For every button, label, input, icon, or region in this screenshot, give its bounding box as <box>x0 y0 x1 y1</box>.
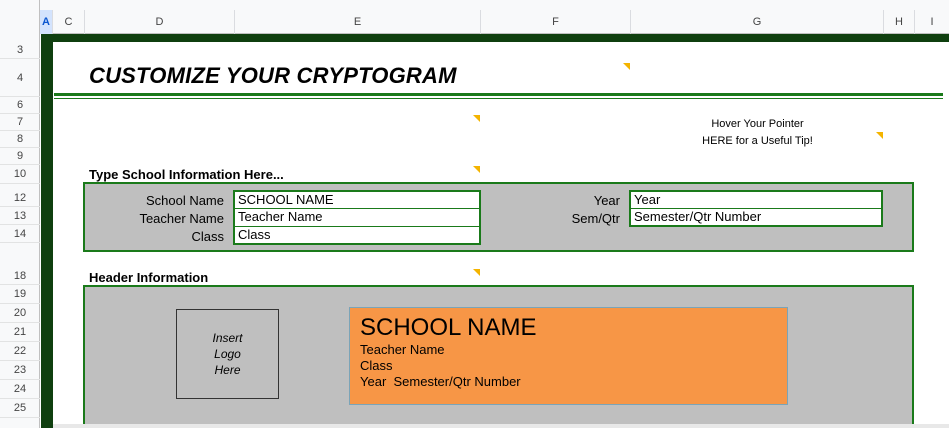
title-divider <box>54 93 943 96</box>
tip-line-1: Hover Your Pointer <box>711 118 804 130</box>
row-header[interactable]: 13 <box>0 207 40 225</box>
row-header[interactable]: 6 <box>0 97 40 114</box>
row-header[interactable]: 7 <box>0 114 40 131</box>
row-header[interactable]: 12 <box>0 189 40 207</box>
logo-text-line: Here <box>214 363 241 377</box>
column-header-f[interactable]: F <box>481 10 631 34</box>
class-label: Class <box>191 229 224 244</box>
logo-text-line: Logo <box>214 347 241 361</box>
row-header-bar <box>0 34 40 428</box>
title-divider-thin <box>54 98 943 99</box>
header-section-label: Header Information <box>89 270 209 285</box>
row-header[interactable]: 18 <box>0 267 40 285</box>
logo-text-line: Insert <box>212 331 243 345</box>
year-label: Year <box>593 193 620 208</box>
horizontal-scrollbar[interactable] <box>53 424 949 428</box>
semqtr-label: Sem/Qtr <box>571 211 620 226</box>
semqtr-field[interactable]: Semester/Qtr Number <box>629 208 883 227</box>
row-header[interactable]: 19 <box>0 285 40 304</box>
row-header[interactable]: 25 <box>0 399 40 418</box>
column-header-i[interactable]: I <box>930 16 934 28</box>
class-field[interactable]: Class <box>233 226 481 245</box>
row-header[interactable]: 22 <box>0 342 40 361</box>
select-all-corner[interactable] <box>0 0 40 34</box>
row-header[interactable]: 9 <box>0 148 40 165</box>
teacher-name-label: Teacher Name <box>139 211 224 226</box>
row-header[interactable]: 10 <box>0 165 40 184</box>
column-header-e[interactable]: E <box>235 10 481 34</box>
row-header[interactable]: 20 <box>0 304 40 323</box>
school-section-label: Type School Information Here... <box>89 167 284 182</box>
column-header-h[interactable]: H <box>884 10 915 34</box>
school-name-label: School Name <box>145 193 224 208</box>
comment-marker-icon[interactable] <box>473 269 480 276</box>
column-header-g[interactable]: G <box>631 10 884 34</box>
header-preview-box <box>349 307 788 405</box>
row-header[interactable]: 4 <box>0 59 40 97</box>
comment-marker-icon[interactable] <box>876 132 883 139</box>
teacher-name-field[interactable]: Teacher Name <box>233 208 481 228</box>
row-header[interactable]: 24 <box>0 380 40 399</box>
row-header[interactable]: 14 <box>0 225 40 243</box>
logo-placeholder[interactable] <box>176 309 279 399</box>
comment-marker-icon[interactable] <box>473 166 480 173</box>
page-title: CUSTOMIZE YOUR CRYPTOGRAM <box>89 63 457 88</box>
preview-year-semester: Year Semester/Qtr Number <box>360 374 521 389</box>
school-name-field[interactable]: SCHOOL NAME <box>233 190 481 210</box>
preview-school-name: SCHOOL NAME <box>360 314 537 341</box>
row-header[interactable]: 3 <box>0 42 40 59</box>
frozen-column-bar <box>41 34 53 428</box>
column-header-d[interactable]: D <box>85 10 235 34</box>
preview-class: Class <box>360 358 393 373</box>
hover-tip-cell[interactable] <box>690 116 825 150</box>
comment-marker-icon[interactable] <box>623 63 630 70</box>
column-header-bar <box>0 0 949 34</box>
preview-teacher-name: Teacher Name <box>360 342 445 357</box>
row-header[interactable]: 8 <box>0 131 40 148</box>
column-header-c[interactable]: C <box>53 10 85 34</box>
year-field[interactable]: Year <box>629 190 883 210</box>
column-header-a[interactable]: A <box>40 10 53 34</box>
row-header[interactable]: 23 <box>0 361 40 380</box>
frozen-row-bar <box>41 34 949 42</box>
comment-marker-icon[interactable] <box>473 115 480 122</box>
tip-line-2: HERE for a Useful Tip! <box>702 135 813 147</box>
row-header[interactable]: 21 <box>0 323 40 342</box>
